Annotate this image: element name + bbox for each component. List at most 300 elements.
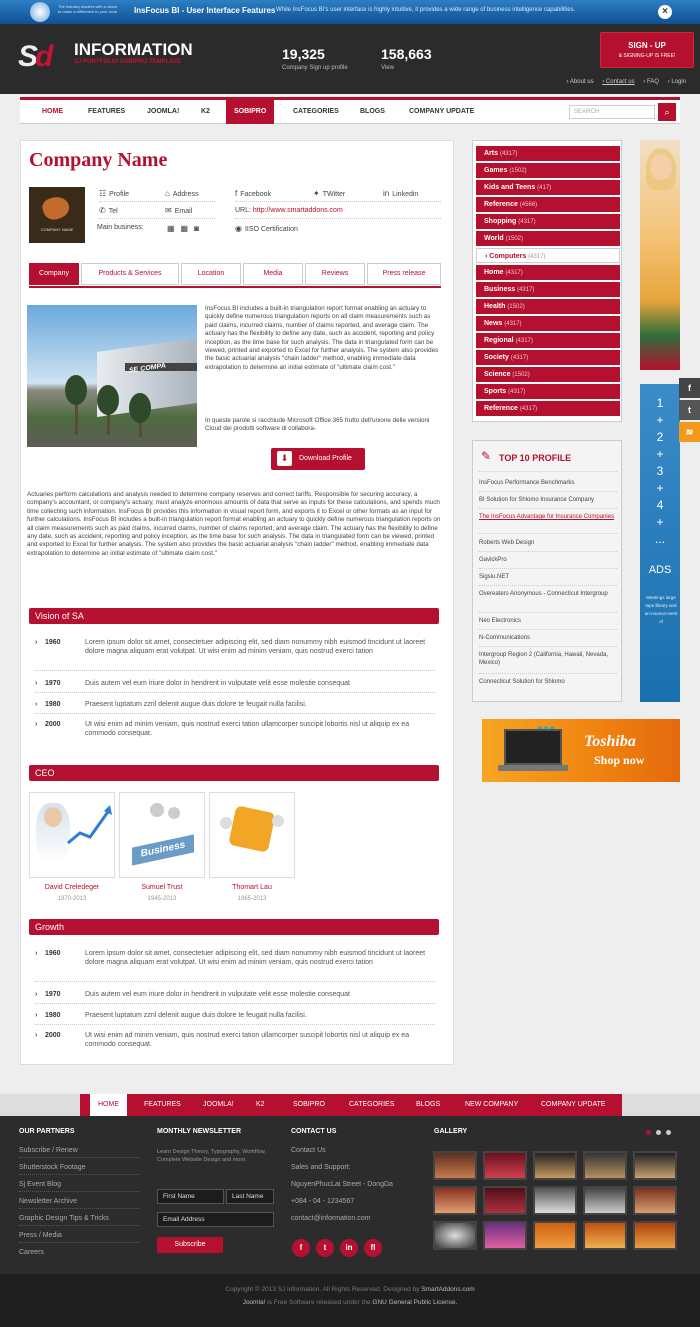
contact-email[interactable]: contact@information.com	[291, 1215, 371, 1222]
category-count: (4317)	[519, 406, 538, 412]
twitter-label: TWitter	[322, 191, 346, 198]
tab-products-services[interactable]: Products & Services	[81, 263, 179, 285]
contact-link-label: Contact us	[605, 79, 635, 85]
category-count: (1502)	[507, 304, 525, 310]
business-word: Business	[132, 834, 194, 865]
arrow-icon: ›	[35, 1012, 38, 1019]
gallery-thumbnail[interactable]	[533, 1151, 577, 1180]
category-name: Reference	[484, 201, 518, 208]
category-name: Reference	[484, 405, 518, 412]
divider	[235, 201, 441, 202]
ads-number[interactable]: 4	[656, 498, 664, 512]
url-row	[235, 207, 343, 214]
license-text: is Free Software released under the	[265, 1299, 373, 1306]
facebook-icon: f	[235, 189, 238, 198]
toshiba-ad-banner[interactable]	[482, 719, 680, 782]
view-count: 158,663	[381, 46, 432, 62]
partner-link[interactable]: Shutterstock Footage	[19, 1164, 139, 1175]
profile-icon: ☷	[99, 189, 107, 198]
profile-label: Profile	[109, 191, 130, 198]
category-count: (4317)	[528, 254, 546, 260]
top10-item[interactable]: Sigsiu.NET	[479, 574, 510, 580]
category-count: (4317)	[505, 270, 523, 276]
category-name: Regional	[484, 337, 514, 344]
close-icon[interactable]: ×	[658, 5, 672, 19]
facebook-share-icon[interactable]: f	[679, 378, 700, 398]
category-count: (4317)	[515, 338, 533, 344]
certificate-icon: ◉	[235, 224, 242, 233]
ceo-name[interactable]: David Creledeger	[44, 884, 100, 891]
designer-link[interactable]: SmartAddons.com	[421, 1286, 475, 1293]
growth-text: Ut wisi enim ad minim veniam, quis nostrud exerci tation ullamcorper suscipit lobortis nisl ut aliquip ex ea commodo consequat.	[85, 1032, 410, 1048]
profile-link[interactable]	[99, 189, 129, 198]
category-item[interactable]	[476, 401, 620, 416]
promo-bar	[0, 0, 700, 24]
category-name: World	[484, 235, 504, 242]
growth-text: Duis autem vel eum iriure dolor in hendrerit in vulputate velit esse molestie consequat	[85, 991, 350, 998]
login-link-label: Login	[671, 79, 686, 85]
toshiba-brand: Toshiba	[584, 733, 636, 750]
nav-company-update[interactable]: COMPANY UPDATE	[409, 108, 475, 115]
about-link-label: About us	[569, 79, 594, 85]
logo-subtitle: SJ PORTFOLIO SOBIPRO TEMPLATE	[74, 59, 181, 65]
category-name: Kids and Teens	[484, 184, 536, 191]
tab-press-release[interactable]: Press release	[367, 263, 441, 285]
top-links	[560, 79, 686, 85]
gallery-thumbnail[interactable]	[433, 1221, 477, 1250]
first-name-field[interactable]: First Name	[157, 1189, 224, 1204]
gallery-thumbnail[interactable]	[533, 1221, 577, 1250]
top10-profile-panel	[472, 440, 622, 702]
partners-heading: OUR PARTNERS	[19, 1128, 75, 1135]
ads-separator: +	[656, 481, 664, 495]
view-stat	[381, 46, 432, 71]
category-item-selected[interactable]: › Computers (4317)	[476, 248, 620, 263]
vision-year: 1980	[45, 701, 61, 708]
ceo-name[interactable]: Thomart Lau	[232, 884, 272, 891]
tab-media[interactable]: Media	[243, 263, 303, 285]
top10-item[interactable]: N-Communications	[479, 635, 531, 641]
signup-stat-label: Company Sign up profile	[282, 65, 348, 71]
palm-tree	[65, 375, 87, 405]
twitter-icon[interactable]: t	[316, 1239, 334, 1257]
gallery-thumbnail[interactable]	[433, 1151, 477, 1180]
footer-nav-blogs[interactable]: BLOGS	[416, 1101, 441, 1108]
gallery-dot-active[interactable]	[646, 1130, 651, 1135]
divider	[35, 670, 435, 671]
download-icon: ⬇	[277, 451, 292, 466]
category-count: (4317)	[517, 287, 535, 293]
copyright-text: Copyright © 2013 SJ information. All Rights Reserved. Designed by	[225, 1286, 422, 1293]
top10-item[interactable]: Intergroup Region 2 (California, Hawaii, Nevada, Mexico)	[479, 652, 609, 666]
gallery-thumbnail[interactable]	[633, 1151, 677, 1180]
contact-address: NguyenPhucLai Street - DongDa	[291, 1181, 393, 1188]
linkedin-icon: in	[383, 189, 390, 198]
faq-link[interactable]: › FAQ	[643, 79, 659, 85]
gallery-thumbnail[interactable]	[583, 1221, 627, 1250]
facebook-link[interactable]	[235, 189, 271, 198]
ceo-photo[interactable]	[29, 792, 115, 878]
ads-separator: +	[656, 413, 664, 427]
company-panel	[20, 140, 454, 1065]
figure-head	[150, 803, 164, 817]
category-count: (417)	[537, 185, 552, 191]
promo-description: While InsFocus BI's user interface is highly intuitive, it provides a wide range of business intelligence capabilities.	[276, 7, 576, 13]
growth-text: Lorem ipsum dolor sit amet, consectetuer adipiscing elit, sed diam nonummy nibh euismod tincidunt ut laoreet dolore magna aliquam erat volutpat. Ut wisi enim ad minim veniam, quis nostrud exerci tation	[85, 950, 426, 966]
promo-logo	[30, 2, 50, 22]
category-item[interactable]	[476, 367, 620, 382]
gallery-thumbnail[interactable]	[633, 1221, 677, 1250]
gallery-dot[interactable]	[656, 1130, 661, 1135]
arrow-icon: ›	[35, 680, 38, 687]
top10-item[interactable]: Neo Electronics	[479, 618, 522, 624]
contact-heading: CONTACT US	[291, 1128, 337, 1135]
subscribe-button[interactable]: Subscribe	[157, 1237, 223, 1253]
category-name: Society	[484, 354, 509, 361]
category-count: (4317)	[508, 389, 526, 395]
gallery-thumbnail[interactable]	[433, 1186, 477, 1215]
nav-features[interactable]: FEATURES	[88, 108, 126, 115]
ad-banner-student[interactable]	[640, 140, 680, 370]
category-count: (1502)	[505, 236, 523, 242]
divider	[35, 1003, 435, 1004]
main-business-label: Main business:	[97, 224, 144, 231]
company-logo-caption: COMPANY NAME	[40, 227, 74, 232]
company-description-2: In queste parole si racchiude Microsoft Office 365 frutto dell'unione delle versioni Cloud dei prodotti software di collabora-	[205, 417, 430, 433]
arrow-icon: ›	[35, 1032, 38, 1039]
email-label: Email	[174, 208, 193, 215]
nav-joomla[interactable]: JOOMLA!	[147, 108, 180, 115]
arrow-icon: ›	[35, 950, 38, 957]
gallery-thumbnail[interactable]	[633, 1186, 677, 1215]
paperclip-icon: ✎	[481, 449, 492, 463]
person-face	[44, 807, 62, 827]
category-count: (4317)	[499, 151, 518, 157]
arrow-icon: ›	[35, 701, 38, 708]
category-list	[472, 140, 622, 422]
category-count: (4317)	[504, 321, 522, 327]
gallery-thumbnail[interactable]	[483, 1186, 527, 1215]
linkedin-label: Linkedin	[392, 191, 419, 198]
footer-nav-home[interactable]: HOME	[90, 1094, 127, 1116]
contact-link[interactable]: › Contact us	[602, 79, 635, 85]
figure-head	[272, 815, 284, 827]
category-count: (1502)	[512, 372, 530, 378]
divider	[235, 218, 441, 219]
gallery-thumbnail[interactable]	[533, 1186, 577, 1215]
logo-letter-d: d	[35, 40, 51, 73]
nav-home[interactable]: HOME	[42, 108, 63, 115]
address-link[interactable]	[165, 189, 199, 198]
footer-nav-company-update[interactable]: COMPANY UPDATE	[541, 1101, 606, 1108]
mail-icon: ✉	[165, 206, 172, 215]
vision-text: Praesent luptatum zzril delenit augue duis dolore te feugait nulla facilisi.	[85, 701, 307, 708]
ceo-heading: CEO	[29, 765, 439, 781]
face-shape	[650, 154, 672, 180]
ads-caption: Meetings large tape library and an-nounce-ment of	[644, 595, 678, 624]
category-name: News	[484, 320, 503, 327]
partner-link[interactable]: Newsletter Archive	[19, 1198, 139, 1209]
tab-reviews[interactable]: Reviews	[305, 263, 365, 285]
logo-letter-s: S	[18, 40, 36, 73]
top10-item[interactable]: InsFocus Performance Benchmarks	[479, 480, 575, 486]
last-name-field[interactable]: Last Name	[226, 1189, 274, 1204]
company-url-link[interactable]: http://www.smartaddons.com	[252, 207, 343, 214]
palm-tree	[129, 393, 151, 423]
copyright-line-1	[0, 1286, 700, 1293]
growth-heading: Growth	[29, 919, 439, 935]
contact-phone: +084 - 04 - 1234567	[291, 1198, 355, 1205]
gpl-link[interactable]: GNU General Public License.	[372, 1299, 458, 1306]
category-count: (4566)	[519, 202, 538, 208]
top10-item-active[interactable]: The InsFocus Advantage for Insurance Companies	[479, 514, 615, 520]
promo-title[interactable]: InsFocus BI - User Interface Features	[134, 6, 276, 15]
category-name: Shopping	[484, 218, 517, 225]
category-name: Business	[484, 286, 516, 293]
vision-text: Lorem ipsum dolor sit amet, consectetuer adipiscing elit, sed diam nonummy nibh euismod tincidunt ut laoreet dolore magna aliquam erat volutpat. Ut wisi enim ad minim veniam, quis nostrud exerci tation	[85, 639, 426, 655]
copyright-line-2	[0, 1299, 700, 1306]
category-name: Science	[484, 371, 511, 378]
twitter-share-icon[interactable]: t	[679, 400, 700, 420]
divider	[479, 568, 617, 569]
divider	[479, 585, 617, 586]
divider	[479, 533, 617, 534]
company-building-photo	[27, 305, 197, 447]
toshiba-tagline: Shop now	[594, 753, 645, 767]
copyright-bar	[0, 1274, 700, 1327]
divider	[99, 201, 215, 202]
iso-certification[interactable]	[235, 224, 298, 233]
nav-categories[interactable]: CATEGORIES	[293, 108, 339, 115]
search-icon[interactable]: ⌕	[658, 103, 676, 121]
newsletter-text: Learn Design Theory, Typography, Workflow, Complete Website Design and more.	[157, 1149, 266, 1163]
divider	[479, 471, 617, 472]
ads-more[interactable]: ...	[654, 532, 665, 546]
gallery-thumbnail[interactable]	[583, 1186, 627, 1215]
search-input[interactable]: SEARCH	[569, 105, 655, 119]
signup-sublabel: & SIGNING-UP IS FREE!	[618, 53, 676, 59]
footer-nav-k2[interactable]: K2	[256, 1101, 265, 1108]
palm-tree	[97, 385, 119, 415]
footer-nav-features[interactable]: FEATURES	[144, 1101, 181, 1108]
nav-sobipro[interactable]: SOBIPRO	[226, 100, 274, 124]
category-name: Health	[484, 303, 506, 310]
footer-nav-sobipro[interactable]: SOBIPRO	[293, 1101, 325, 1108]
partner-link[interactable]: Press / Media	[19, 1232, 139, 1243]
footer-nav-categories[interactable]: CATEGORIES	[349, 1101, 395, 1108]
category-item[interactable]	[476, 197, 620, 212]
tab-location[interactable]: Location	[181, 263, 241, 285]
puzzle-piece	[228, 805, 275, 852]
login-link[interactable]: › Login	[667, 79, 686, 85]
facebook-icon[interactable]: f	[292, 1239, 310, 1257]
joomla-link[interactable]: Joomla!	[242, 1299, 266, 1306]
growth-year: 1970	[45, 991, 61, 998]
growth-year: 1960	[45, 950, 61, 957]
category-count: (4317)	[510, 355, 529, 361]
url-label: URL:	[235, 207, 251, 214]
promo-tagline: The industry leaders with a vision to make a difference to your work	[58, 4, 118, 14]
signup-count: 19,325	[282, 46, 325, 62]
rss-icon[interactable]: ≋	[679, 422, 700, 442]
ads-label: ADS	[648, 564, 672, 576]
figure-head	[220, 817, 232, 829]
vision-text: Ut wisi enim ad minim veniam, quis nostrud exerci tation ullamcorper suscipit lobortis nisl ut aliquip ex ea commodo consequat.	[85, 721, 410, 737]
growth-year: 1980	[45, 1012, 61, 1019]
facebook-label: Facebook	[240, 191, 271, 198]
linkedin-icon[interactable]: in	[340, 1239, 358, 1257]
email-item[interactable]	[165, 206, 192, 215]
category-name: Computers	[489, 253, 527, 260]
top10-item[interactable]: BI Solution for Shlomo Insurance Company	[479, 497, 595, 503]
category-item[interactable]	[476, 214, 620, 229]
company-logo	[29, 187, 85, 243]
divider	[479, 508, 617, 509]
partner-link[interactable]: Graphic Design Tips & Tricks	[19, 1215, 139, 1226]
category-count: (4317)	[518, 219, 536, 225]
divider	[479, 491, 617, 492]
divider	[99, 218, 215, 219]
ads-slider[interactable]	[640, 384, 680, 702]
category-item[interactable]	[476, 231, 620, 246]
divider	[479, 551, 617, 552]
gallery-thumbnail[interactable]	[483, 1221, 527, 1250]
logo-text: INFORMATION	[74, 40, 193, 59]
category-item[interactable]	[476, 282, 620, 297]
linkedin-link[interactable]	[383, 189, 418, 198]
nav-k2[interactable]: K2	[201, 108, 210, 115]
vision-text: Duis autem vel eum iriure dolor in hendrerit in vulputate velit esse molestie consequat	[85, 680, 350, 687]
faq-link-label: FAQ	[646, 79, 659, 85]
ceo-years: 1945-2013	[147, 896, 177, 902]
footer-nav-new-company[interactable]: NEW COMPANY	[465, 1101, 519, 1108]
arrow-icon: ›	[35, 721, 38, 728]
ceo-photo[interactable]	[209, 792, 295, 878]
ads-number[interactable]: 3	[656, 464, 664, 478]
arrow-icon: ›	[35, 991, 38, 998]
growth-year: 2000	[45, 1032, 61, 1039]
category-name: Games	[484, 167, 508, 174]
flickr-icon[interactable]: fl	[364, 1239, 382, 1257]
partner-link[interactable]: Sj Event Blog	[19, 1181, 139, 1192]
vision-year: 1960	[45, 639, 61, 646]
email-field[interactable]: Email Address	[157, 1212, 274, 1227]
top10-item[interactable]: Connecticut Solution for Shlomo	[479, 679, 565, 685]
ceo-name[interactable]: Sumuel Trust	[141, 884, 183, 891]
top10-item[interactable]: Overeaters Anonymous - Connecticut Intergroup	[479, 591, 608, 597]
figure-head	[168, 807, 180, 819]
download-profile-button[interactable]	[271, 448, 365, 470]
footer-nav-joomla[interactable]: JOOMLA!	[203, 1101, 234, 1108]
ceo-years: 1970-2013	[57, 896, 87, 902]
category-name: Sports	[484, 388, 507, 395]
category-item[interactable]	[476, 180, 620, 195]
ads-number[interactable]: 1	[656, 396, 664, 410]
category-item[interactable]	[476, 146, 620, 161]
download-label: Download Profile	[299, 455, 352, 462]
gallery-heading: GALLERY	[434, 1128, 468, 1135]
divider	[479, 673, 617, 674]
signup-stat	[282, 46, 348, 71]
twitter-icon: ✦	[313, 189, 320, 198]
partner-link[interactable]: Subscribe / Renew	[19, 1147, 139, 1158]
top10-heading: TOP 10 PROFILE	[499, 453, 572, 463]
ads-separator: +	[656, 447, 664, 461]
gallery-thumbnail[interactable]	[583, 1151, 627, 1180]
category-name: Arts	[484, 150, 499, 157]
company-long-description: Actuaries perform calculations and analysis needed to determine company reserves and correct tariffs. Responsible for securing accuracy, a company's accountant, or company's actuary, must analyze enormous amounts of data that serve as inputs for these calculations, and spends much time collecting such information. InsFocus BI provides this information in visual report form, and exports it to Excel or other formats as an input for further calculations. InsFocus BI includes a built-in triangulation report format enabling an actuary to quickly define numerous triangulation reports on all claim measurements such as paid claims, incurred claims, number of claims reported, and average claim. The actuary has the flexibility to define any date, such as accident, reporting and policy inception, as the time base for such analysis. The data in triangulated form can be viewed, printed and exported to Excel for further analysis. The system also provides the basic actuarial analysis "chain ladder" method, enabling immediate data extrapolation to determine an initial estimate of "ultimate claim cost."	[27, 491, 441, 557]
divider	[479, 612, 617, 613]
newsletter-heading: MONTHLY NEWSLETTER	[157, 1128, 242, 1135]
tel-item[interactable]	[99, 206, 118, 215]
ceo-photo[interactable]	[119, 792, 205, 878]
site-logo[interactable]	[18, 40, 70, 73]
tab-underline	[29, 286, 441, 288]
vision-heading: Vision of SA	[29, 608, 439, 624]
company-name: Company Name	[29, 149, 168, 171]
gallery-dot[interactable]	[666, 1130, 671, 1135]
twitter-link[interactable]	[313, 189, 345, 198]
ceo-years: 1965-2013	[237, 896, 267, 902]
laptop-shape	[504, 729, 562, 765]
iso-label: IISO Certification	[244, 226, 298, 233]
top10-item[interactable]: GavickPro	[479, 557, 507, 563]
divider	[35, 1024, 435, 1025]
arrow-icon: ›	[35, 639, 38, 646]
category-item[interactable]	[476, 333, 620, 348]
category-item[interactable]	[476, 163, 620, 178]
building-sign-text: SE COMPA	[129, 362, 166, 375]
main-nav	[20, 97, 680, 124]
top10-item[interactable]: Roberts Web Design	[479, 540, 535, 546]
divider	[479, 646, 617, 647]
ads-number[interactable]: 2	[656, 430, 664, 444]
category-item[interactable]	[476, 299, 620, 314]
footer-nav	[0, 1094, 700, 1116]
contact-line: Sales and Support:	[291, 1164, 351, 1171]
vision-year: 2000	[45, 721, 61, 728]
tab-company[interactable]: Company	[29, 263, 79, 285]
view-stat-label: View	[381, 65, 394, 71]
partner-link[interactable]: Careers	[19, 1249, 44, 1256]
category-item[interactable]	[476, 350, 620, 365]
divider	[35, 981, 435, 982]
gallery-thumbnail[interactable]	[483, 1151, 527, 1180]
ads-separator: +	[656, 515, 664, 529]
vision-year: 1970	[45, 680, 61, 687]
growth-chart-icon	[66, 803, 114, 851]
growth-text: Praesent luptatum zzril delenit augue duis dolore te feugait nulla facilisi.	[85, 1012, 307, 1019]
category-item[interactable]	[476, 384, 620, 399]
about-link[interactable]: › About us	[566, 79, 594, 85]
laptop-base	[498, 765, 568, 771]
tel-label: Tel	[108, 208, 118, 215]
company-tabs	[29, 263, 441, 285]
site-header	[0, 24, 700, 94]
category-item[interactable]	[476, 265, 620, 280]
nav-blogs[interactable]: BLOGS	[360, 108, 385, 115]
category-count: (1502)	[509, 168, 527, 174]
signup-button[interactable]	[600, 32, 694, 68]
leaf-icon	[40, 193, 72, 223]
divider	[479, 629, 617, 630]
category-item[interactable]	[476, 316, 620, 331]
category-name: Home	[484, 269, 504, 276]
business-icons: ▦▦◙	[167, 224, 205, 233]
contact-line[interactable]: Contact Us	[291, 1147, 326, 1154]
signup-label: SIGN - UP	[628, 41, 666, 50]
home-icon: ⌂	[165, 189, 170, 198]
